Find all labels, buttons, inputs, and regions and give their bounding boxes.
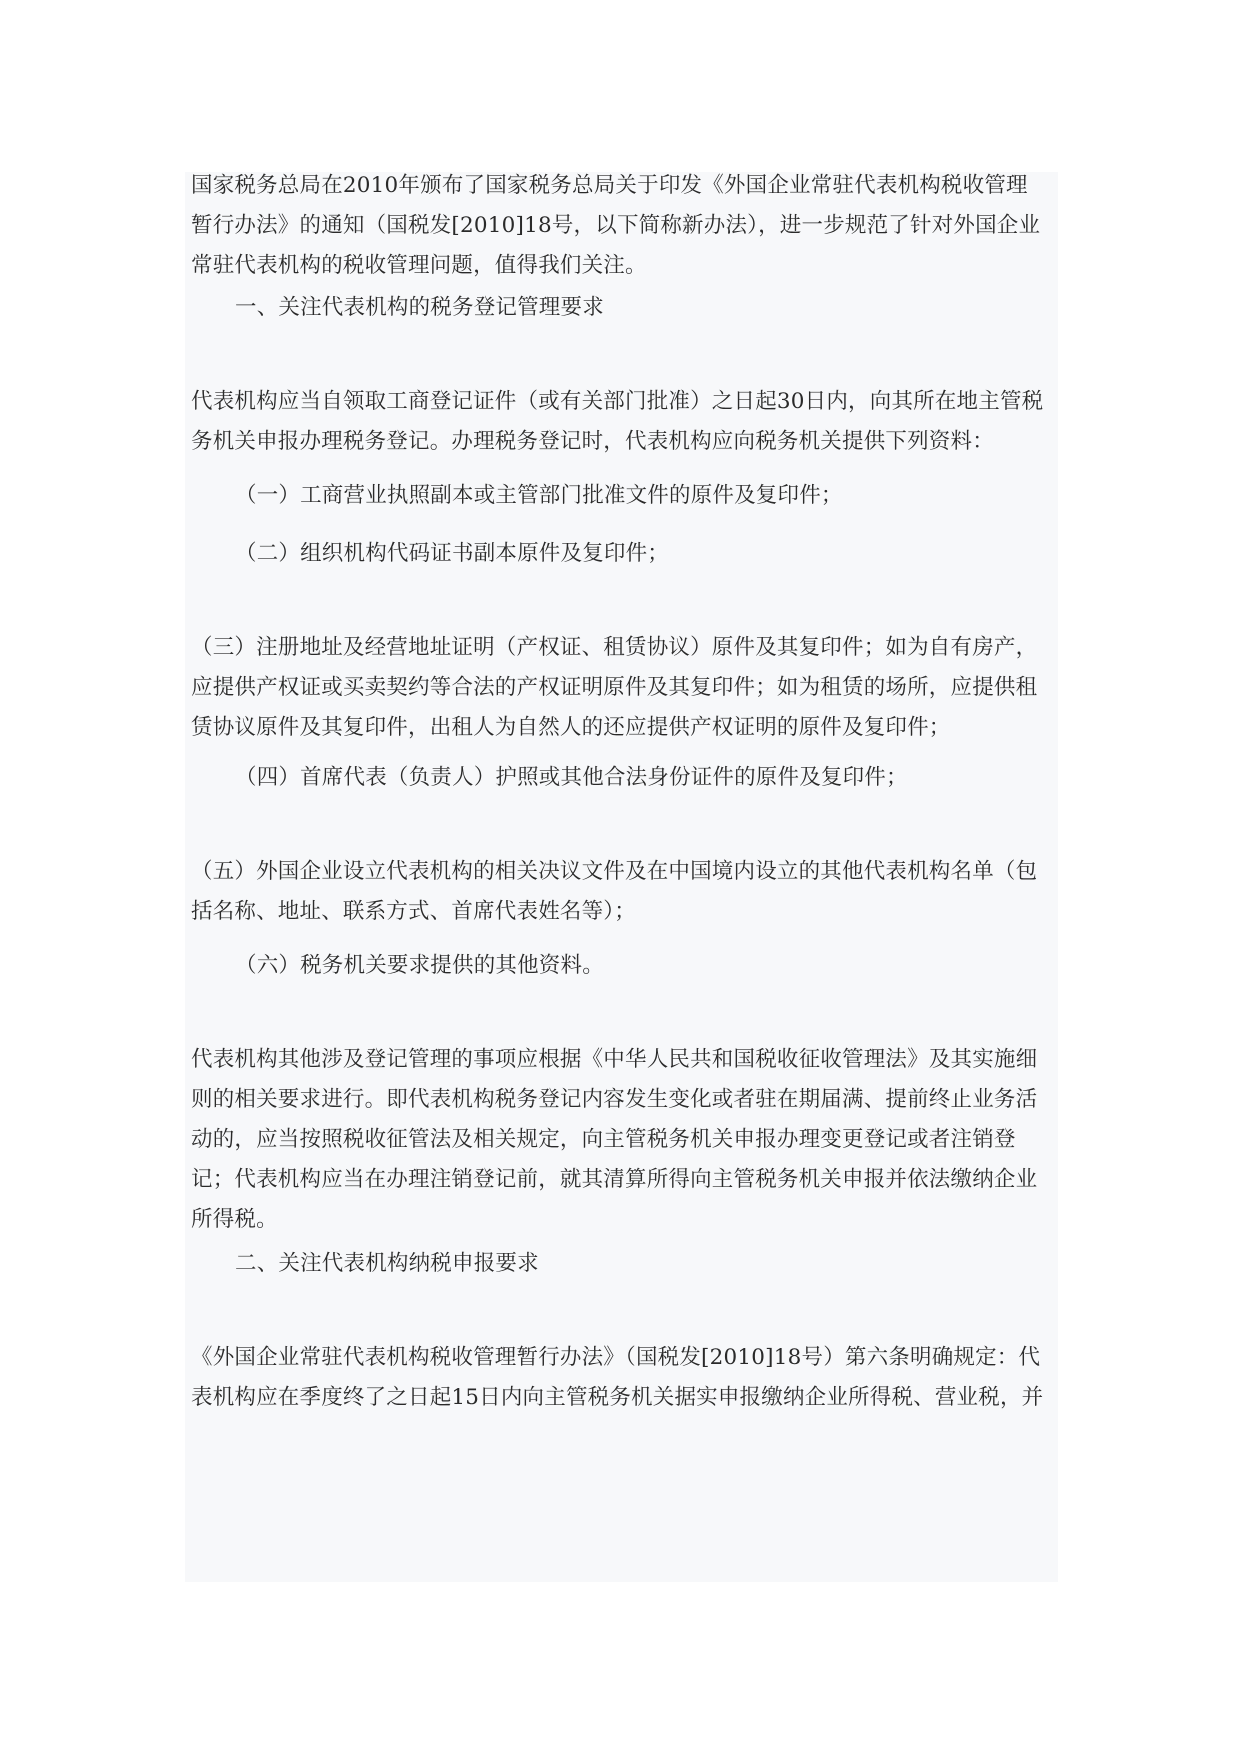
list-item-2: （二）组织机构代码证书副本原件及复印件；: [235, 541, 670, 566]
section-2-paragraph-filing: 《外国企业常驻代表机构税收管理暂行办法》（国税发[2010]18号）第六条明确规定：代表机构应在季度终了之日起15日内向主管税务机关据实申报缴纳企业所得税、营业税，并: [191, 1345, 1044, 1410]
section-1-heading: 一、关注代表机构的税务登记管理要求: [235, 295, 604, 320]
list-item-3: （三）注册地址及经营地址证明（产权证、租赁协议）原件及其复印件；如为自有房产，应提供产权证或买卖契约等合法的产权证明原件及其复印件；如为租赁的场所，应提供租赁协议原件及其复印件，出租人为自然人的还应提供产权证明的原件及复印件；: [191, 635, 1038, 740]
intro-paragraph: 国家税务总局在2010年颁布了国家税务总局关于印发《外国企业常驻代表机构税收管理暂行办法》的通知（国税发[2010]18号，以下简称新办法），进一步规范了针对外国企业常驻代表机构的税收管理问题，值得我们关注。: [191, 173, 1041, 278]
list-item-6: （六）税务机关要求提供的其他资料。: [235, 953, 604, 978]
list-item-5: （五）外国企业设立代表机构的相关决议文件及在中国境内设立的其他代表机构名单（包括名称、地址、联系方式、首席代表姓名等）；: [191, 859, 1038, 924]
list-item-4: （四）首席代表（负责人）护照或其他合法身份证件的原件及复印件；: [235, 765, 908, 790]
section-2-heading: 二、关注代表机构纳税申报要求: [235, 1251, 539, 1276]
section-1-paragraph-registration: 代表机构应当自领取工商登记证件（或有关部门批准）之日起30日内，向其所在地主管税务机关申报办理税务登记。办理税务登记时，代表机构应向税务机关提供下列资料：: [191, 389, 1044, 454]
document-content-panel: [185, 172, 1058, 1582]
section-1-paragraph-other-matters: 代表机构其他涉及登记管理的事项应根据《中华人民共和国税收征收管理法》及其实施细则的相关要求进行。即代表机构税务登记内容发生变化或者驻在期届满、提前终止业务活动的，应当按照税收征管法及相关规定，向主管税务机关申报办理变更登记或者注销登记；代表机构应当在办理注销登记前，就其清算所得向主管税务机关申报并依法缴纳企业所得税。: [191, 1047, 1038, 1232]
list-item-1: （一）工商营业执照副本或主管部门批准文件的原件及复印件；: [235, 483, 843, 508]
